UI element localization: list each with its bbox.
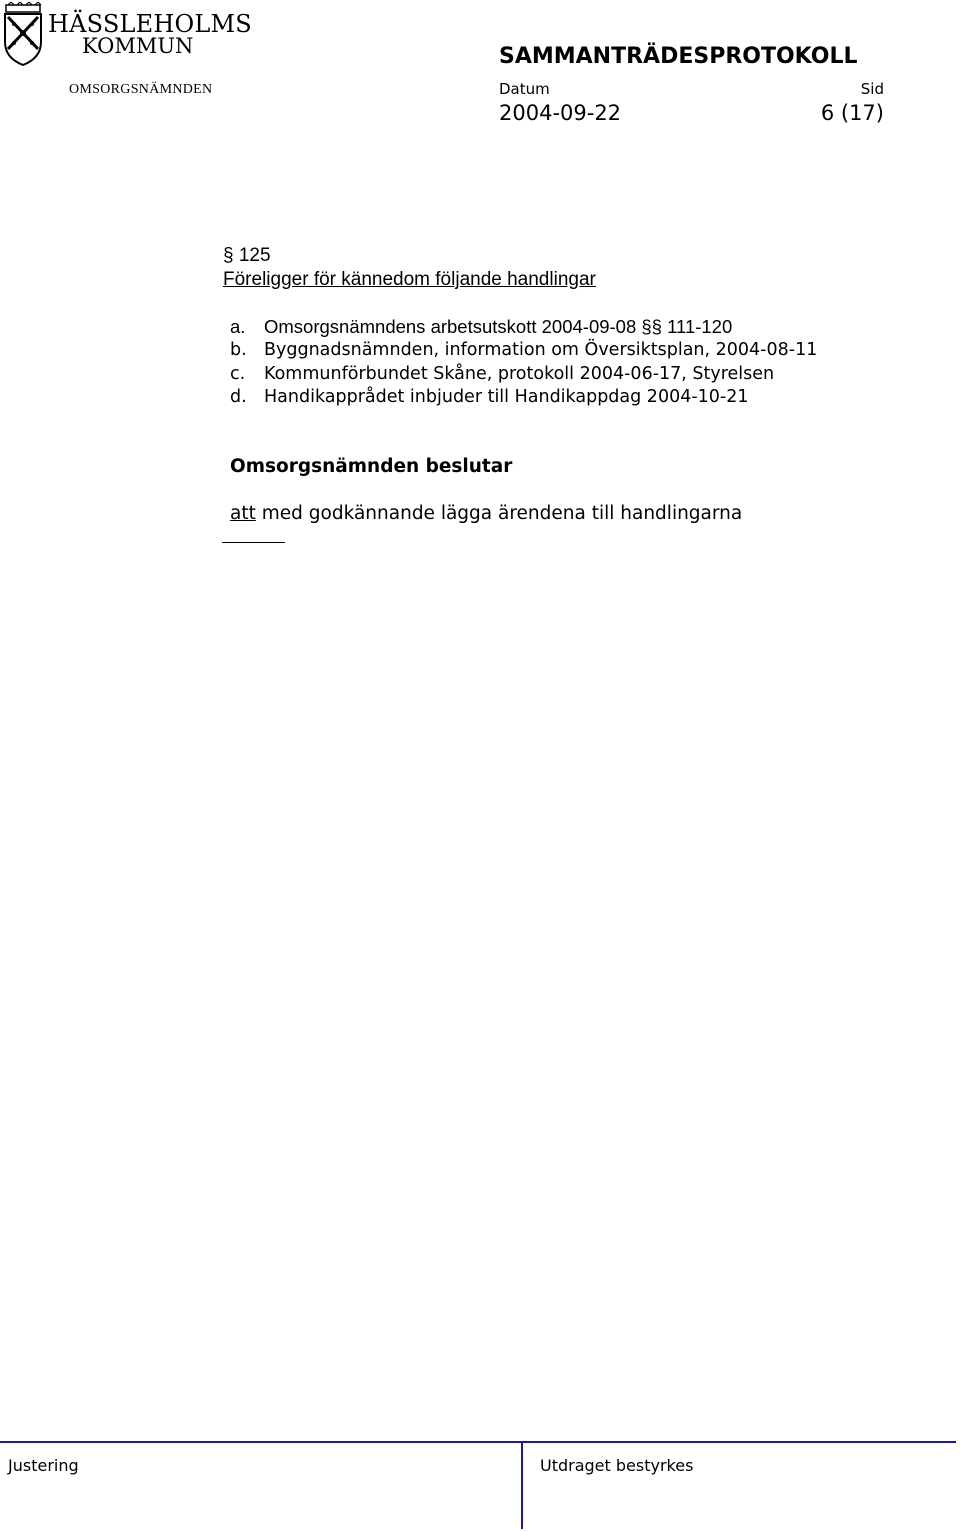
list-item: [230, 387, 749, 407]
decision-body: med godkännande lägga ärendena till handlingarna: [261, 503, 743, 524]
list-item-label: c.: [230, 364, 246, 384]
list-item-label: a.: [230, 316, 246, 337]
list-item-label: d.: [230, 387, 247, 407]
list-item: [230, 316, 732, 338]
justering-label: Justering: [8, 1456, 79, 1475]
date-label: Datum: [499, 80, 550, 98]
list-item: [230, 340, 817, 360]
footer-divider: [521, 1441, 523, 1529]
list-item-text: Omsorgsnämndens arbetsutskott 2004-09-08 §§ 111-120: [264, 316, 733, 337]
document-title: SAMMANTRÄDESPROTOKOLL: [499, 44, 858, 69]
list-item-text: Kommunförbundet Skåne, protokoll 2004-06-17, Styrelsen: [264, 364, 775, 384]
decision-att: att: [230, 503, 256, 524]
page-label: Sid: [860, 80, 884, 98]
paragraph-number: § 125: [223, 245, 271, 266]
department-name: OMSORGSNÄMNDEN: [69, 82, 213, 97]
paragraph-subject: Föreligger för kännedom följande handlingar: [223, 269, 596, 290]
utdraget-label: Utdraget bestyrkes: [540, 1456, 694, 1475]
list-item-text: Handikapprådet inbjuder till Handikappdag 2004-10-21: [264, 387, 749, 407]
organization-name-line2: KOMMUN: [82, 34, 194, 58]
footer-rule: [0, 1441, 956, 1443]
list-item-text: Byggnadsnämnden, information om Översiktsplan, 2004-08-11: [264, 340, 818, 360]
page-number: 6 (17): [820, 101, 884, 125]
decision-heading: Omsorgsnämnden beslutar: [230, 456, 513, 477]
list-item-label: b.: [230, 340, 247, 360]
decision-text: [230, 503, 742, 524]
list-item: [230, 364, 774, 384]
organization-name: HÄSSLEHOLMS: [48, 10, 252, 38]
end-rule: [222, 542, 285, 543]
coat-of-arms-icon: [2, 2, 44, 66]
date-value: 2004-09-22: [499, 101, 622, 125]
